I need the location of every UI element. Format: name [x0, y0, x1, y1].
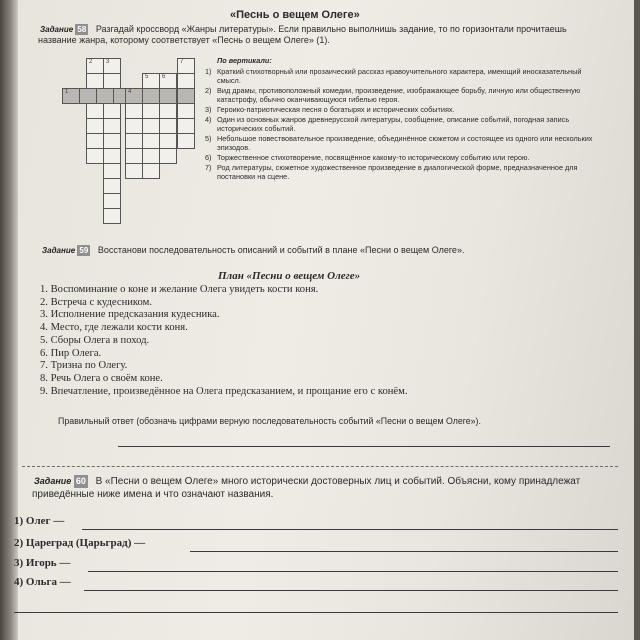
question-tsargrad: 2) Цареград (Царьград) —	[14, 537, 146, 549]
answer-line-oleg[interactable]	[82, 529, 618, 530]
crossword-cell[interactable]	[159, 148, 177, 164]
crossword-cell[interactable]	[79, 88, 97, 104]
crossword-cell[interactable]: 7	[177, 58, 195, 74]
plan-item: 8. Речь Олега о своём коне.	[40, 372, 163, 384]
plan-list	[40, 284, 600, 398]
crossword-cell[interactable]	[142, 148, 160, 164]
crossword-cell[interactable]	[177, 88, 195, 104]
crossword-cell[interactable]	[86, 148, 104, 164]
page-right-edge	[634, 0, 640, 640]
crossword-grid	[62, 58, 202, 228]
plan-item: 9. Впечатление, произведённое на Олега предсказанием, и прощание его с конём.	[40, 385, 408, 397]
crossword-cell[interactable]	[103, 148, 121, 164]
question-igor: 3) Игорь —	[14, 557, 71, 569]
clue-item: 1) Краткий стихотворный или прозаический рассказ нравоучительного характера, имеющий иносказательный смысл.	[205, 66, 582, 86]
crossword-cell[interactable]	[125, 133, 143, 149]
crossword-cell[interactable]	[159, 118, 177, 134]
answer-line-tsargrad[interactable]	[190, 551, 618, 552]
plan-item: 7. Тризна по Олегу.	[40, 360, 128, 372]
crossword-cell[interactable]	[86, 73, 104, 89]
task-59-badge: Задание 59	[42, 246, 89, 255]
plan-item: 2. Встреча с кудесником.	[40, 296, 152, 308]
plan-item: 6. Пир Олега.	[40, 347, 102, 359]
task-60-text: В «Песни о вещем Олеге» много исторически достоверных лиц и событий. Объясни, кому принадлежат приведённые ниже имена и что означают названия.	[32, 476, 581, 500]
task-58-heading	[38, 24, 598, 46]
clue-item: 4) Один из основных жанров древнерусской литературы, сообщение, описание событий, погодная запись исторических событий.	[205, 114, 570, 134]
crossword-cell[interactable]: 3	[103, 58, 121, 74]
crossword-cell[interactable]	[125, 148, 143, 164]
plan-title: План «Песни о вещем Олеге»	[218, 270, 361, 282]
crossword-cell[interactable]	[177, 133, 195, 149]
crossword-cell[interactable]	[125, 103, 143, 119]
task-59-heading	[40, 245, 600, 256]
crossword-cell[interactable]	[142, 163, 160, 179]
answer-line-extra[interactable]	[14, 612, 618, 613]
crossword-cell[interactable]	[125, 118, 143, 134]
answer-instruction: Правильный ответ (обозначь цифрами верную последовательность событий «Песни о вещем Олеге»).	[58, 416, 481, 426]
section-divider	[22, 466, 618, 467]
clue-item: 2) Вид драмы, противоположный комедии, произведение, изображающее борьбу, личную или общественную катастрофу, обычно оканчивающуюся гибелью героя.	[205, 85, 581, 105]
crossword-cell[interactable]	[142, 88, 160, 104]
crossword-cell[interactable]	[103, 193, 121, 209]
crossword-cell[interactable]: 5	[142, 73, 160, 89]
crossword-cell[interactable]: 2	[86, 58, 104, 74]
crossword-cell[interactable]	[103, 103, 121, 119]
page-title: «Песнь о вещем Олеге»	[230, 9, 360, 21]
clue-item: 6) Торжественное стихотворение, посвящённое какому-то историческому событию или герою.	[205, 152, 530, 162]
answer-line-igor[interactable]	[88, 571, 618, 572]
task-58-text: Разгадай кроссворд «Жанры литературы». Если правильно выполнишь задание, то по горизонтали прочитаешь название жанра, которому соответствует «Песнь о вещем Олеге» (1).	[38, 24, 567, 45]
crossword-cell[interactable]: 6	[159, 73, 177, 89]
crossword-cell[interactable]	[142, 103, 160, 119]
clue-item: 3) Героико-патриотическая песня о богатырях и исторических событиях.	[205, 104, 455, 114]
crossword-cell[interactable]	[159, 88, 177, 104]
clue-item: 7) Род литературы, сюжетное художественное произведение в диалогической форме, предназначенное для постановки на сцене.	[205, 162, 578, 182]
task-58-badge: Задание 58	[40, 25, 87, 34]
crossword-cell[interactable]	[86, 118, 104, 134]
crossword-cell[interactable]	[142, 118, 160, 134]
crossword-cell[interactable]	[177, 73, 195, 89]
crossword-cell[interactable]	[177, 118, 195, 134]
crossword-cell[interactable]	[86, 133, 104, 149]
crossword-cell[interactable]	[159, 133, 177, 149]
clue-item: 5) Небольшое повествовательное произведение, объединённое сюжетом и состоящее из одного или нескольких эпизодов.	[205, 133, 593, 153]
answer-line-olga[interactable]	[84, 590, 618, 591]
crossword-cell[interactable]	[103, 133, 121, 149]
plan-item: 4. Место, где лежали кости коня.	[40, 322, 188, 334]
plan-item: 3. Исполнение предсказания кудесника.	[40, 309, 220, 321]
crossword-cell[interactable]	[103, 163, 121, 179]
crossword-cell[interactable]	[103, 73, 121, 89]
question-oleg: 1) Олег —	[14, 515, 65, 527]
crossword-cell[interactable]	[142, 133, 160, 149]
question-olga: 4) Ольга —	[14, 576, 71, 588]
task-60-heading	[32, 475, 612, 501]
crossword-cell[interactable]	[103, 178, 121, 194]
crossword-cell[interactable]	[103, 208, 121, 224]
crossword-cell[interactable]	[103, 118, 121, 134]
vertical-clues-heading: По вертикали:	[217, 56, 272, 65]
crossword-cell[interactable]: 1	[62, 88, 80, 104]
crossword-cell[interactable]: 4	[125, 88, 143, 104]
crossword-cell[interactable]	[86, 103, 104, 119]
crossword-cell[interactable]	[125, 163, 143, 179]
crossword-cell[interactable]	[177, 103, 195, 119]
task-60-badge: Задание 60	[34, 476, 86, 486]
plan-item: 5. Сборы Олега в поход.	[40, 334, 150, 346]
crossword-cell[interactable]	[159, 103, 177, 119]
task-59-text: Восстанови последовательность описаний и событий в плане «Песни о вещем Олеге».	[97, 245, 465, 255]
answer-line[interactable]	[118, 446, 610, 447]
vertical-clues	[205, 56, 595, 182]
crossword-cell[interactable]	[96, 88, 114, 104]
plan-item: 1. Воспоминание о коне и желание Олега увидеть кости коня.	[40, 284, 319, 295]
